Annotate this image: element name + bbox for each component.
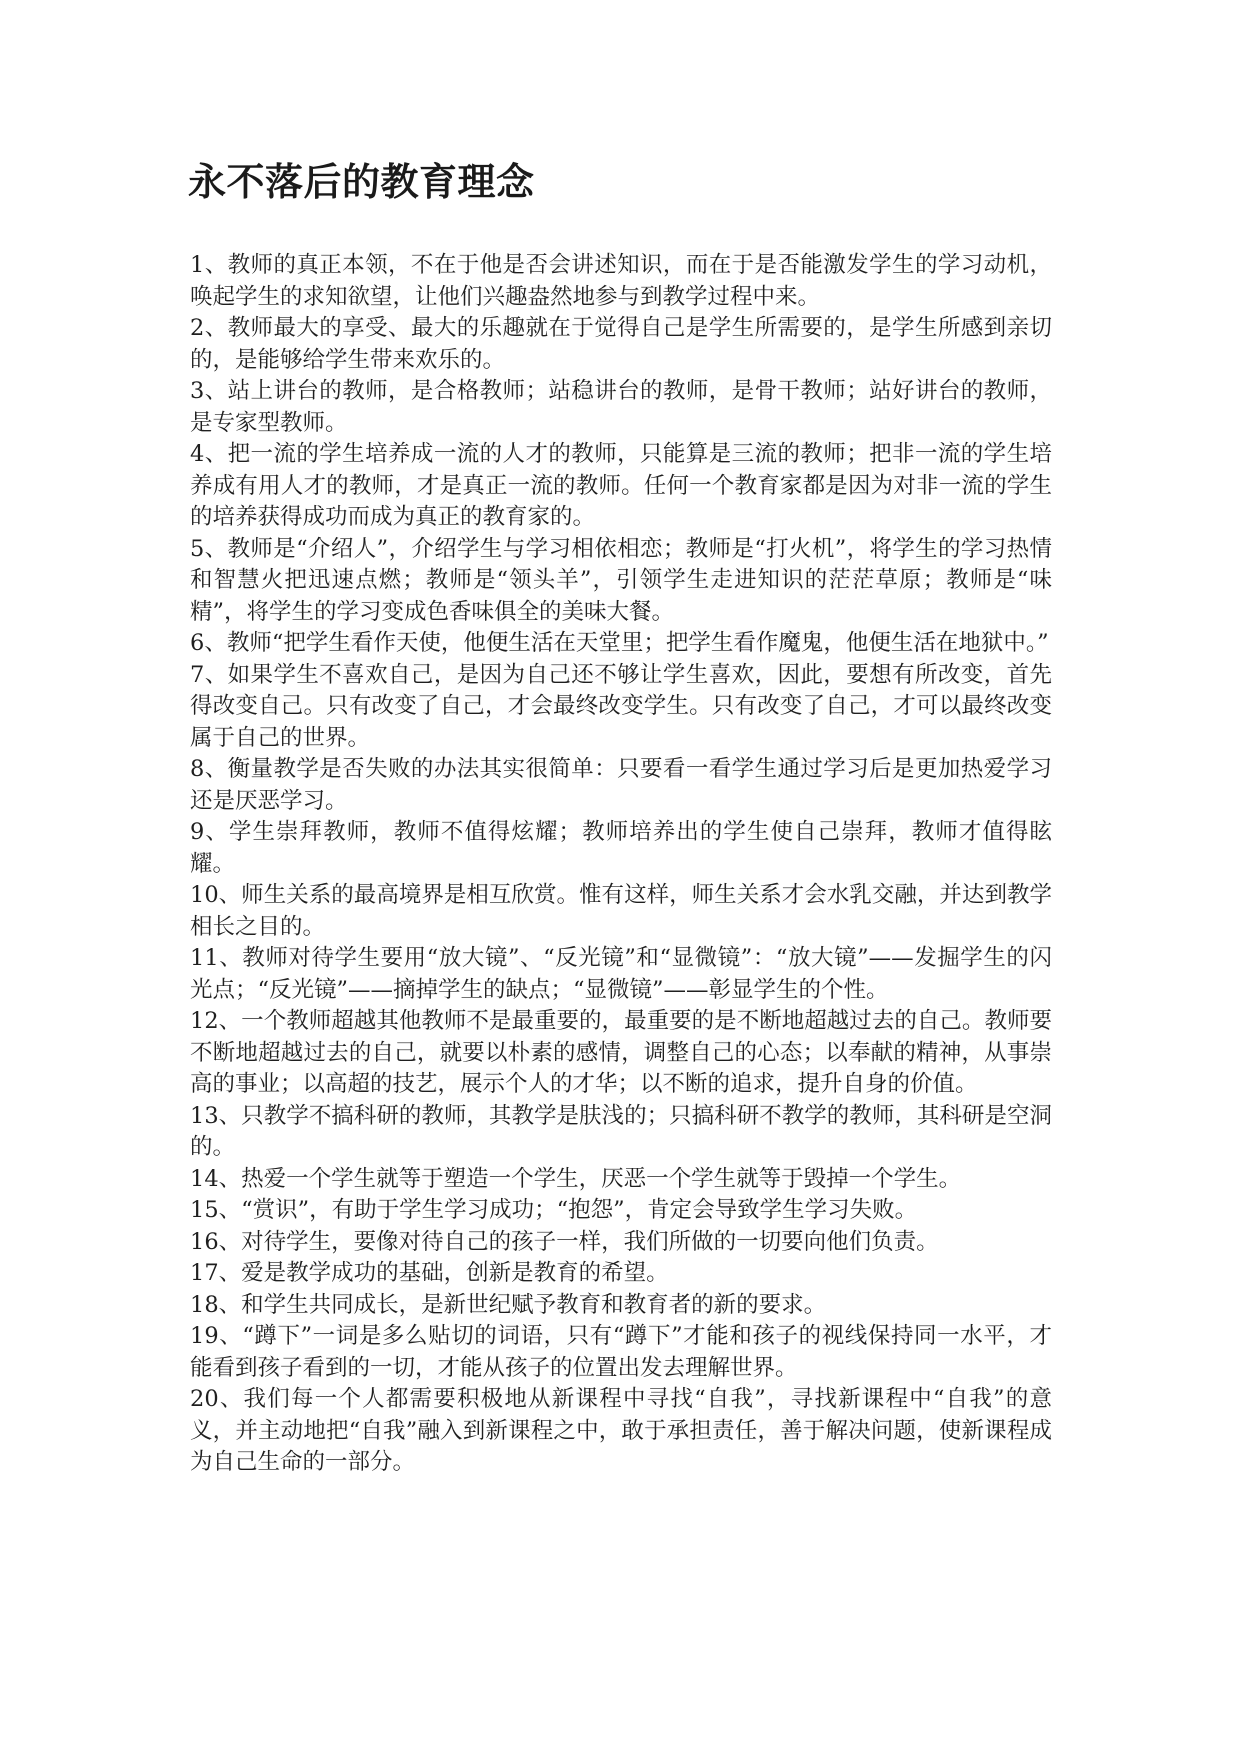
paragraph-15: 15、“赏识”，有助于学生学习成功；“抱怨”，肯定会导致学生学习失败。 bbox=[190, 1197, 918, 1223]
paragraph-13: 13、只教学不搞科研的教师，其教学是肤浅的；只搞科研不教学的教师，其科研是空洞的。 bbox=[190, 1102, 1052, 1160]
paragraph-8: 8、衡量教学是否失败的办法其实很简单：只要看一看学生通过学习后是更加热爱学习还是厌恶学习。 bbox=[190, 756, 1052, 814]
document-body bbox=[190, 250, 1052, 1479]
paragraph-7: 7、如果学生不喜欢自己，是因为自己还不够让学生喜欢，因此，要想有所改变，首先得改变自己。只有改变了自己，才会最终改变学生。只有改变了自己，才可以最终改变属于自己的世界。 bbox=[190, 661, 1052, 751]
document-title: 永不落后的教育理念 bbox=[188, 160, 535, 204]
paragraph-17: 17、爱是教学成功的基础，创新是教育的希望。 bbox=[190, 1260, 669, 1286]
paragraph-18: 18、和学生共同成长，是新世纪赋予教育和教育者的新的要求。 bbox=[190, 1291, 827, 1318]
paragraph-16: 16、对待学生，要像对待自己的孩子一样，我们所做的一切要向他们负责。 bbox=[190, 1228, 939, 1255]
paragraph-12: 12、一个教师超越其他教师不是最重要的，最重要的是不断地超越过去的自己。教师要不断地超越过去的自己，就要以朴素的感情，调整自己的心态；以奉献的精神，从事崇高的事业；以高超的技艺，展示个人的才华；以不断的追求，提升自身的价值。 bbox=[190, 1008, 1052, 1097]
paragraph-20: 20、我们每一个人都需要积极地从新课程中寻找“自我”，寻找新课程中“自我”的意义，并主动地把“自我”融入到新课程之中，敢于承担责任，善于解决问题，使新课程成为自己生命的一部分。 bbox=[190, 1386, 1052, 1475]
paragraph-9: 9、学生崇拜教师，教师不值得炫耀；教师培养出的学生使自己崇拜，教师才值得眩耀。 bbox=[190, 819, 1052, 877]
paragraph-1: 1、教师的真正本领，不在于他是否会讲述知识，而在于是否能激发学生的学习动机，唤起学生的求知欲望，让他们兴趣盎然地参与到教学过程中来。 bbox=[190, 252, 1052, 310]
paragraph-5: 5、教师是“介绍人”，介绍学生与学习相依相恋；教师是“打火机”，将学生的学习热情和智慧火把迅速点燃；教师是“领头羊”，引领学生走进知识的茫茫草原；教师是“味精”，将学生的学习变成色香味俱全的美味大餐。 bbox=[190, 535, 1052, 625]
paragraph-11: 11、教师对待学生要用“放大镜”、“反光镜”和“显微镜”：“放大镜”——发掘学生的闪光点；“反光镜”——摘掉学生的缺点；“显微镜”——彰显学生的个性。 bbox=[190, 945, 1052, 1003]
paragraph-10: 10、师生关系的最高境界是相互欣赏。惟有这样，师生关系才会水乳交融，并达到教学相长之目的。 bbox=[190, 882, 1052, 940]
paragraph-6: 6、教师“把学生看作天使，他便生活在天堂里；把学生看作魔鬼，他便生活在地狱中。” bbox=[190, 630, 1049, 656]
paragraph-2: 2、教师最大的享受、最大的乐趣就在于觉得自己是学生所需要的，是学生所感到亲切的，是能够给学生带来欢乐的。 bbox=[190, 315, 1052, 373]
paragraph-19: 19、“蹲下”一词是多么贴切的词语，只有“蹲下”才能和孩子的视线保持同一水平，才能看到孩子看到的一切，才能从孩子的位置出发去理解世界。 bbox=[190, 1323, 1052, 1381]
paragraph-4: 4、把一流的学生培养成一流的人才的教师，只能算是三流的教师；把非一流的学生培养成有用人才的教师，才是真正一流的教师。任何一个教育家都是因为对非一流的学生的培养获得成功而成为真正的教育家的。 bbox=[190, 441, 1052, 530]
paragraph-3: 3、站上讲台的教师，是合格教师；站稳讲台的教师，是骨干教师；站好讲台的教师，是专家型教师。 bbox=[190, 378, 1052, 436]
paragraph-14: 14、热爱一个学生就等于塑造一个学生，厌恶一个学生就等于毁掉一个学生。 bbox=[190, 1165, 962, 1192]
